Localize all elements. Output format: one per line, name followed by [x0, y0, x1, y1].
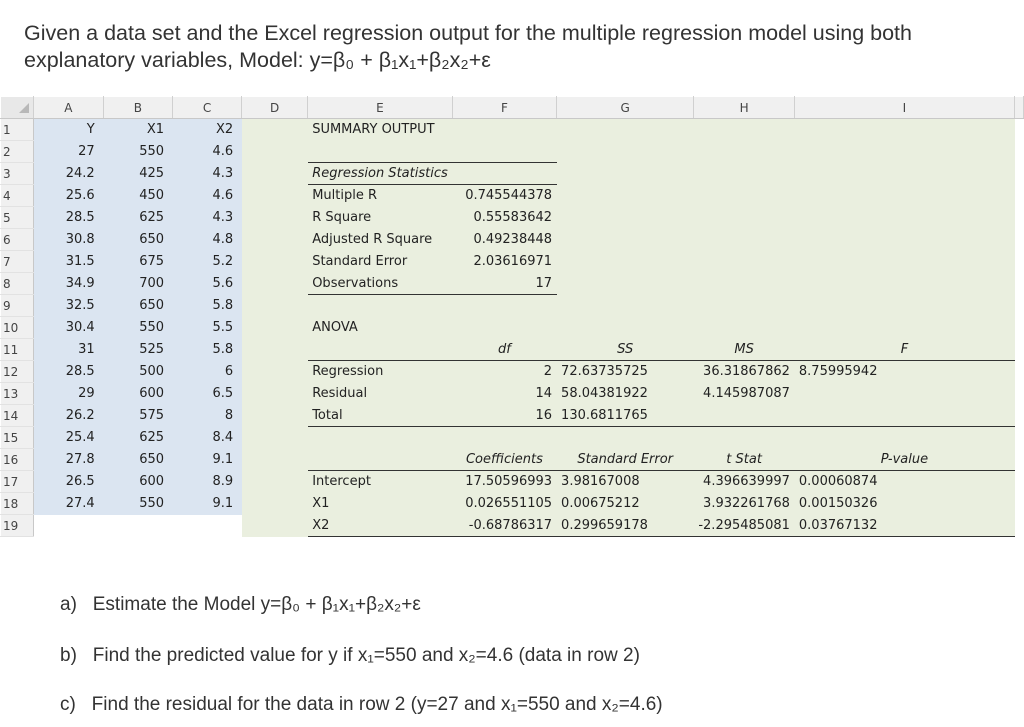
summary-cell[interactable]: 8.75995942: [794, 361, 1014, 383]
summary-cell[interactable]: 0.00150326: [794, 493, 1014, 515]
sheet-row: [1, 207, 1024, 229]
column-header-f[interactable]: F: [452, 97, 556, 119]
summary-cell[interactable]: Residual: [308, 383, 453, 405]
spreadsheet: [0, 96, 1024, 537]
sheet-row: [1, 449, 1024, 471]
summary-cell[interactable]: 58.04381922: [557, 383, 694, 405]
summary-cell[interactable]: 17: [452, 273, 556, 295]
summary-cell[interactable]: F: [794, 339, 1014, 361]
summary-cell[interactable]: -0.68786317: [452, 515, 556, 537]
empty-cell[interactable]: [452, 119, 556, 141]
data-cell[interactable]: 30.8: [34, 229, 104, 251]
sheet-row: [1, 493, 1024, 515]
summary-cell[interactable]: [694, 405, 795, 427]
empty-cell[interactable]: [694, 295, 795, 317]
data-cell[interactable]: 28.5: [34, 207, 104, 229]
empty-cell[interactable]: [557, 185, 694, 207]
data-cell[interactable]: 9.1: [173, 493, 242, 515]
data-cell[interactable]: 550: [103, 141, 172, 163]
data-cell[interactable]: X1: [103, 119, 172, 141]
question-text: Find the predicted value for y if x₁=550 and x₂=4.6 (data in row 2): [92, 645, 640, 666]
sheet-row: [1, 251, 1024, 273]
spacer-cell: [1015, 427, 1024, 449]
data-cell[interactable]: 675: [103, 251, 172, 273]
column-header-c[interactable]: C: [173, 97, 242, 119]
summary-cell[interactable]: P-value: [794, 449, 1014, 471]
column-header-i[interactable]: I: [794, 97, 1014, 119]
spacer-cell: [1015, 141, 1024, 163]
summary-cell[interactable]: MS: [694, 339, 795, 361]
empty-cell[interactable]: [242, 493, 308, 515]
row-header[interactable]: 5: [1, 207, 34, 229]
spacer-cell: [1015, 251, 1024, 273]
summary-cell[interactable]: 0.745544378: [452, 185, 556, 207]
row-header[interactable]: 12: [1, 361, 34, 383]
data-cell[interactable]: 26.5: [34, 471, 104, 493]
row-header[interactable]: 18: [1, 493, 34, 515]
sheet-row: [1, 141, 1024, 163]
column-header-a[interactable]: A: [34, 97, 104, 119]
select-all-icon: [19, 103, 29, 113]
empty-cell[interactable]: [242, 141, 308, 163]
empty-cell[interactable]: [242, 273, 308, 295]
summary-cell[interactable]: R Square: [308, 207, 453, 229]
empty-cell[interactable]: [794, 317, 1014, 339]
data-cell[interactable]: 700: [103, 273, 172, 295]
data-cell[interactable]: 30.4: [34, 317, 104, 339]
row-header[interactable]: 19: [1, 515, 34, 537]
data-cell[interactable]: 525: [103, 339, 172, 361]
empty-cell[interactable]: [794, 273, 1014, 295]
summary-cell[interactable]: Regression Statistics: [308, 163, 453, 185]
data-cell[interactable]: 650: [103, 449, 172, 471]
data-cell[interactable]: 29: [34, 383, 104, 405]
summary-cell[interactable]: 2.03616971: [452, 251, 556, 273]
data-cell[interactable]: 8: [173, 405, 242, 427]
data-cell[interactable]: 27.8: [34, 449, 104, 471]
problem-statement: Given a data set and the Excel regression output for the multiple regression model using both explanatory variables, Model: y=β₀ + β₁x₁+β₂x₂+ε: [24, 21, 912, 72]
empty-cell[interactable]: [794, 185, 1014, 207]
sheet-row: [1, 273, 1024, 295]
summary-cell[interactable]: 0.00675212: [557, 493, 694, 515]
question-text: Find the residual for the data in row 2 (y=27 and x₁=550 and x₂=4.6): [91, 694, 663, 715]
data-cell[interactable]: 425: [103, 163, 172, 185]
column-header-g[interactable]: G: [557, 97, 694, 119]
empty-cell[interactable]: [242, 119, 308, 141]
data-cell[interactable]: 625: [103, 207, 172, 229]
summary-cell[interactable]: 14: [452, 383, 556, 405]
data-cell[interactable]: 4.3: [173, 163, 242, 185]
data-cell[interactable]: 6: [173, 361, 242, 383]
summary-cell[interactable]: t Stat: [694, 449, 795, 471]
sheet-row: [1, 339, 1024, 361]
empty-cell[interactable]: [557, 251, 694, 273]
row-header[interactable]: 6: [1, 229, 34, 251]
empty-cell[interactable]: [557, 317, 694, 339]
data-cell[interactable]: [34, 515, 104, 537]
data-cell[interactable]: X2: [173, 119, 242, 141]
summary-cell[interactable]: Observations: [308, 273, 453, 295]
column-header-row: [1, 97, 1024, 119]
question-letter: b): [60, 645, 77, 666]
empty-cell[interactable]: [794, 163, 1014, 185]
data-cell[interactable]: 650: [103, 295, 172, 317]
empty-cell[interactable]: [452, 317, 556, 339]
summary-cell[interactable]: 4.145987087: [694, 383, 795, 405]
summary-cell[interactable]: Coefficients: [452, 449, 556, 471]
empty-cell[interactable]: [557, 141, 694, 163]
spacer-cell: [1015, 383, 1024, 405]
data-cell[interactable]: 4.3: [173, 207, 242, 229]
summary-cell[interactable]: ANOVA: [308, 317, 453, 339]
empty-cell[interactable]: [694, 273, 795, 295]
empty-cell[interactable]: [452, 163, 556, 185]
summary-cell[interactable]: Multiple R: [308, 185, 453, 207]
summary-cell[interactable]: SUMMARY OUTPUT: [308, 119, 453, 141]
summary-cell[interactable]: 17.50596993: [452, 471, 556, 493]
sheet-row: [1, 119, 1024, 141]
select-all-corner[interactable]: [1, 97, 34, 119]
empty-cell[interactable]: [694, 119, 795, 141]
spacer-cell: [1015, 163, 1024, 185]
empty-cell[interactable]: [694, 229, 795, 251]
empty-cell[interactable]: [557, 119, 694, 141]
question-a: [60, 594, 421, 616]
empty-cell[interactable]: [557, 207, 694, 229]
row-header[interactable]: 11: [1, 339, 34, 361]
sheet-row: [1, 295, 1024, 317]
row-header[interactable]: 4: [1, 185, 34, 207]
empty-cell[interactable]: [794, 207, 1014, 229]
empty-cell[interactable]: [242, 471, 308, 493]
sheet-row: [1, 515, 1024, 537]
data-cell[interactable]: 6.5: [173, 383, 242, 405]
row-header[interactable]: 7: [1, 251, 34, 273]
summary-cell[interactable]: Total: [308, 405, 453, 427]
empty-cell[interactable]: [557, 229, 694, 251]
empty-cell[interactable]: [242, 229, 308, 251]
empty-cell[interactable]: [242, 251, 308, 273]
data-cell[interactable]: 5.5: [173, 317, 242, 339]
sheet-row: [1, 383, 1024, 405]
column-header-e[interactable]: E: [308, 97, 453, 119]
spacer-cell: [1015, 449, 1024, 471]
summary-cell[interactable]: Adjusted R Square: [308, 229, 453, 251]
row-header[interactable]: 2: [1, 141, 34, 163]
empty-cell[interactable]: [242, 515, 308, 537]
spacer-cell: [1015, 361, 1024, 383]
summary-cell[interactable]: 0.026551105: [452, 493, 556, 515]
summary-cell[interactable]: 2: [452, 361, 556, 383]
column-header-d[interactable]: D: [242, 97, 308, 119]
empty-cell[interactable]: [694, 185, 795, 207]
data-cell[interactable]: [173, 515, 242, 537]
data-cell[interactable]: 24.2: [34, 163, 104, 185]
sheet-row: [1, 229, 1024, 251]
spacer-cell: [1015, 471, 1024, 493]
empty-cell[interactable]: [694, 141, 795, 163]
empty-cell[interactable]: [694, 317, 795, 339]
row-header[interactable]: 1: [1, 119, 34, 141]
empty-cell[interactable]: [794, 119, 1014, 141]
spacer-cell: [1015, 295, 1024, 317]
data-cell[interactable]: 32.5: [34, 295, 104, 317]
question-letter: a): [60, 594, 77, 615]
empty-cell[interactable]: [308, 295, 453, 317]
empty-cell[interactable]: [242, 163, 308, 185]
spacer-cell: [1015, 405, 1024, 427]
row-header[interactable]: 16: [1, 449, 34, 471]
data-cell[interactable]: 5.2: [173, 251, 242, 273]
question-letter: c): [60, 694, 76, 715]
summary-cell[interactable]: 16: [452, 405, 556, 427]
summary-cell[interactable]: 36.31867862: [694, 361, 795, 383]
data-cell[interactable]: 650: [103, 229, 172, 251]
data-cell[interactable]: 25.6: [34, 185, 104, 207]
data-cell[interactable]: 8.4: [173, 427, 242, 449]
summary-cell[interactable]: 3.932261768: [694, 493, 795, 515]
data-cell[interactable]: 600: [103, 471, 172, 493]
spacer-cell: [1015, 273, 1024, 295]
summary-cell[interactable]: 130.6811765: [557, 405, 694, 427]
sheet-row: [1, 317, 1024, 339]
row-header[interactable]: 10: [1, 317, 34, 339]
summary-cell[interactable]: 0.00060874: [794, 471, 1014, 493]
row-header[interactable]: 13: [1, 383, 34, 405]
empty-cell[interactable]: [452, 295, 556, 317]
column-header-b[interactable]: B: [103, 97, 172, 119]
summary-cell[interactable]: 72.63735725: [557, 361, 694, 383]
empty-cell[interactable]: [242, 427, 308, 449]
data-cell[interactable]: 5.8: [173, 295, 242, 317]
data-cell[interactable]: 28.5: [34, 361, 104, 383]
data-cell[interactable]: 450: [103, 185, 172, 207]
data-cell[interactable]: 575: [103, 405, 172, 427]
data-cell[interactable]: 4.6: [173, 185, 242, 207]
empty-cell[interactable]: [242, 207, 308, 229]
empty-cell[interactable]: [694, 427, 795, 449]
empty-cell[interactable]: [557, 295, 694, 317]
summary-cell[interactable]: X1: [308, 493, 453, 515]
empty-cell[interactable]: [694, 163, 795, 185]
spacer-cell: [1015, 185, 1024, 207]
data-cell[interactable]: 500: [103, 361, 172, 383]
summary-cell[interactable]: [794, 383, 1014, 405]
data-cell[interactable]: 600: [103, 383, 172, 405]
spacer-cell: [1015, 493, 1024, 515]
row-header[interactable]: 3: [1, 163, 34, 185]
data-cell[interactable]: 625: [103, 427, 172, 449]
row-header[interactable]: 17: [1, 471, 34, 493]
sheet-row: [1, 185, 1024, 207]
sheet-row: [1, 361, 1024, 383]
empty-cell[interactable]: [242, 383, 308, 405]
spacer-cell: [1015, 339, 1024, 361]
empty-cell[interactable]: [557, 273, 694, 295]
empty-cell[interactable]: [452, 427, 556, 449]
data-cell[interactable]: 34.9: [34, 273, 104, 295]
data-cell[interactable]: Y: [34, 119, 104, 141]
summary-cell[interactable]: Intercept: [308, 471, 453, 493]
row-header[interactable]: 8: [1, 273, 34, 295]
empty-cell[interactable]: [794, 251, 1014, 273]
sheet-row: [1, 163, 1024, 185]
data-cell[interactable]: 4.6: [173, 141, 242, 163]
data-cell[interactable]: 5.8: [173, 339, 242, 361]
data-cell[interactable]: 550: [103, 317, 172, 339]
data-cell[interactable]: 26.2: [34, 405, 104, 427]
row-header[interactable]: 9: [1, 295, 34, 317]
row-header[interactable]: 14: [1, 405, 34, 427]
data-cell[interactable]: 31: [34, 339, 104, 361]
empty-cell[interactable]: [242, 185, 308, 207]
summary-cell[interactable]: 0.299659178: [557, 515, 694, 537]
empty-cell[interactable]: [694, 251, 795, 273]
sheet-row: [1, 405, 1024, 427]
data-cell[interactable]: 8.9: [173, 471, 242, 493]
empty-cell[interactable]: [557, 163, 694, 185]
summary-cell[interactable]: Regression: [308, 361, 453, 383]
summary-cell[interactable]: 0.49238448: [452, 229, 556, 251]
empty-cell[interactable]: [557, 427, 694, 449]
summary-cell[interactable]: 4.396639997: [694, 471, 795, 493]
summary-cell[interactable]: 0.03767132: [794, 515, 1014, 537]
spreadsheet-grid: [0, 96, 1024, 537]
summary-cell[interactable]: SS: [557, 339, 694, 361]
summary-cell[interactable]: X2: [308, 515, 453, 537]
data-cell[interactable]: 9.1: [173, 449, 242, 471]
empty-cell[interactable]: [242, 449, 308, 471]
sheet-row: [1, 427, 1024, 449]
summary-cell[interactable]: Standard Error: [557, 449, 694, 471]
data-cell[interactable]: 4.8: [173, 229, 242, 251]
empty-cell[interactable]: [242, 339, 308, 361]
data-cell[interactable]: 31.5: [34, 251, 104, 273]
empty-cell[interactable]: [794, 229, 1014, 251]
sheet-row: [1, 471, 1024, 493]
data-cell[interactable]: 5.6: [173, 273, 242, 295]
summary-cell[interactable]: df: [452, 339, 556, 361]
data-cell[interactable]: 25.4: [34, 427, 104, 449]
spacer-cell: [1015, 119, 1024, 141]
empty-cell[interactable]: [308, 449, 453, 471]
summary-cell[interactable]: Standard Error: [308, 251, 453, 273]
empty-cell[interactable]: [308, 427, 453, 449]
spacer-cell: [1015, 229, 1024, 251]
column-header-h[interactable]: H: [694, 97, 795, 119]
spacer-cell: [1015, 317, 1024, 339]
summary-cell[interactable]: 3.98167008: [557, 471, 694, 493]
empty-cell[interactable]: [308, 141, 453, 163]
question-text: Estimate the Model y=β₀ + β₁x₁+β₂x₂+ε: [92, 594, 421, 615]
empty-cell[interactable]: [242, 361, 308, 383]
empty-cell[interactable]: [242, 317, 308, 339]
question-b: [60, 645, 640, 667]
row-header[interactable]: 15: [1, 427, 34, 449]
spacer-cell: [1015, 515, 1024, 537]
empty-cell[interactable]: [794, 141, 1014, 163]
summary-cell[interactable]: [794, 405, 1014, 427]
spacer-cell: [1015, 207, 1024, 229]
data-cell[interactable]: 27: [34, 141, 104, 163]
empty-cell[interactable]: [242, 295, 308, 317]
empty-cell[interactable]: [308, 339, 453, 361]
empty-cell[interactable]: [794, 427, 1014, 449]
question-c: [60, 694, 663, 716]
empty-cell[interactable]: [694, 207, 795, 229]
empty-cell[interactable]: [452, 141, 556, 163]
data-cell[interactable]: 550: [103, 493, 172, 515]
data-cell[interactable]: 27.4: [34, 493, 104, 515]
empty-cell[interactable]: [242, 405, 308, 427]
column-header-spacer: [1015, 97, 1024, 119]
summary-cell[interactable]: 0.55583642: [452, 207, 556, 229]
empty-cell[interactable]: [794, 295, 1014, 317]
data-cell[interactable]: [103, 515, 172, 537]
summary-cell[interactable]: -2.295485081: [694, 515, 795, 537]
